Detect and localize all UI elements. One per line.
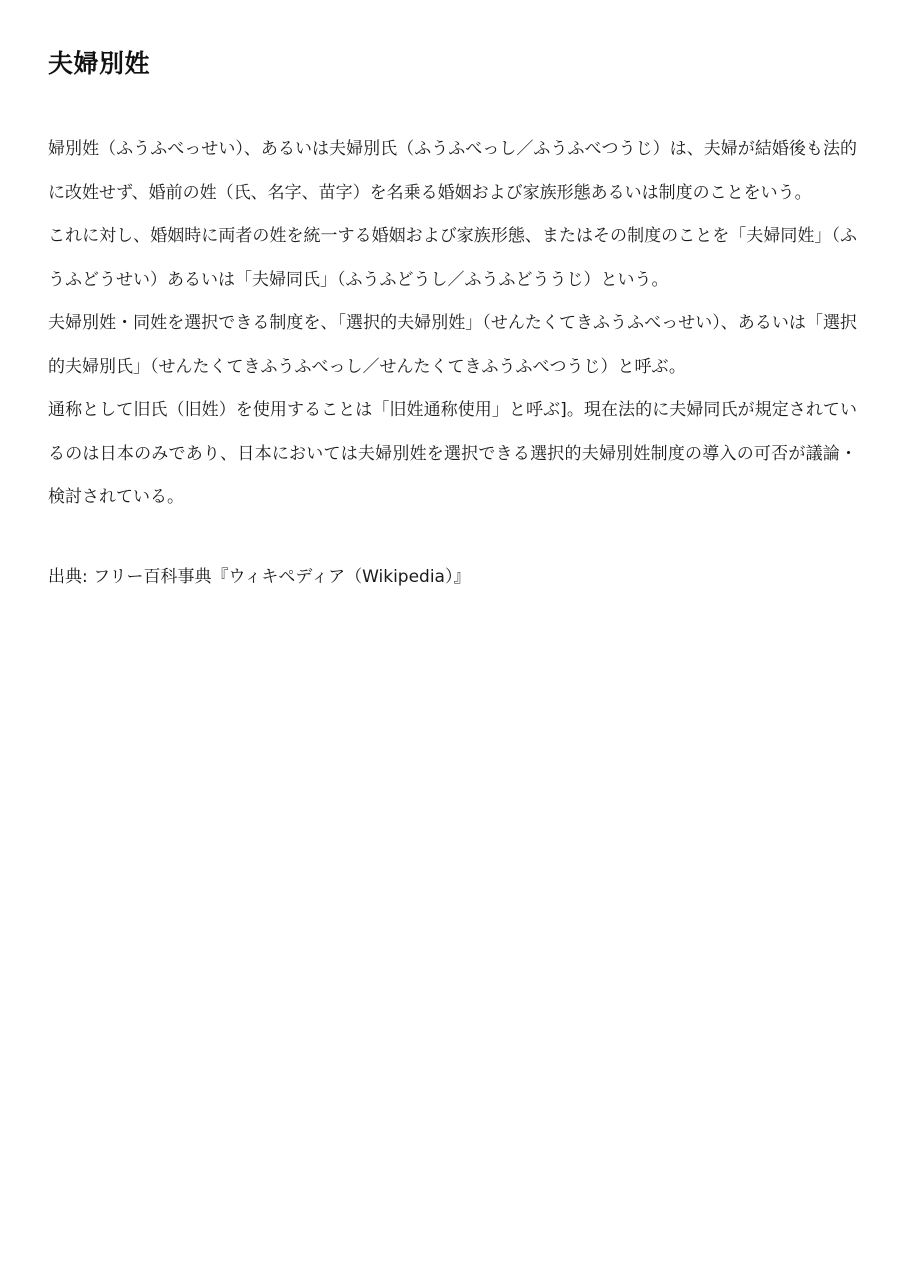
paragraph-selective-system: 夫婦別姓・同姓を選択できる制度を、「選択的夫婦別姓」（せんたくてきふうふべっせい）、あるいは「選択的夫婦別氏」（せんたくてきふうふべっし／せんたくてきふうふべつうじ）と呼ぶ。	[48, 313, 857, 377]
paragraph-same-surname: これに対し、婚姻時に両者の姓を統一する婚姻および家族形態、またはその制度のことを「夫婦同姓」（ふうふどうせい）あるいは「夫婦同氏」（ふうふどうし／ふうふどううじ）という。	[48, 226, 857, 290]
article-body	[48, 128, 857, 520]
page-title: 夫婦別姓	[48, 49, 151, 78]
paragraph-current-status: 通称として旧氏（旧姓）を使用することは「旧姓通称使用」と呼ぶ]。現在法的に夫婦同氏が規定されているのは日本のみであり、日本においては夫婦別姓を選択できる選択的夫婦別姓制度の導入の可否が議論・検討されている。	[48, 400, 857, 507]
source-citation: 出典: フリー百科事典『ウィキペディア（Wikipedia）』	[48, 566, 471, 587]
paragraph-definition: 婦別姓（ふうふべっせい）、あるいは夫婦別氏（ふうふべっし／ふうふべつうじ）は、夫婦が結婚後も法的に改姓せず、婚前の姓（氏、名字、苗字）を名乗る婚姻および家族形態あるいは制度のことをいう。	[48, 139, 857, 203]
